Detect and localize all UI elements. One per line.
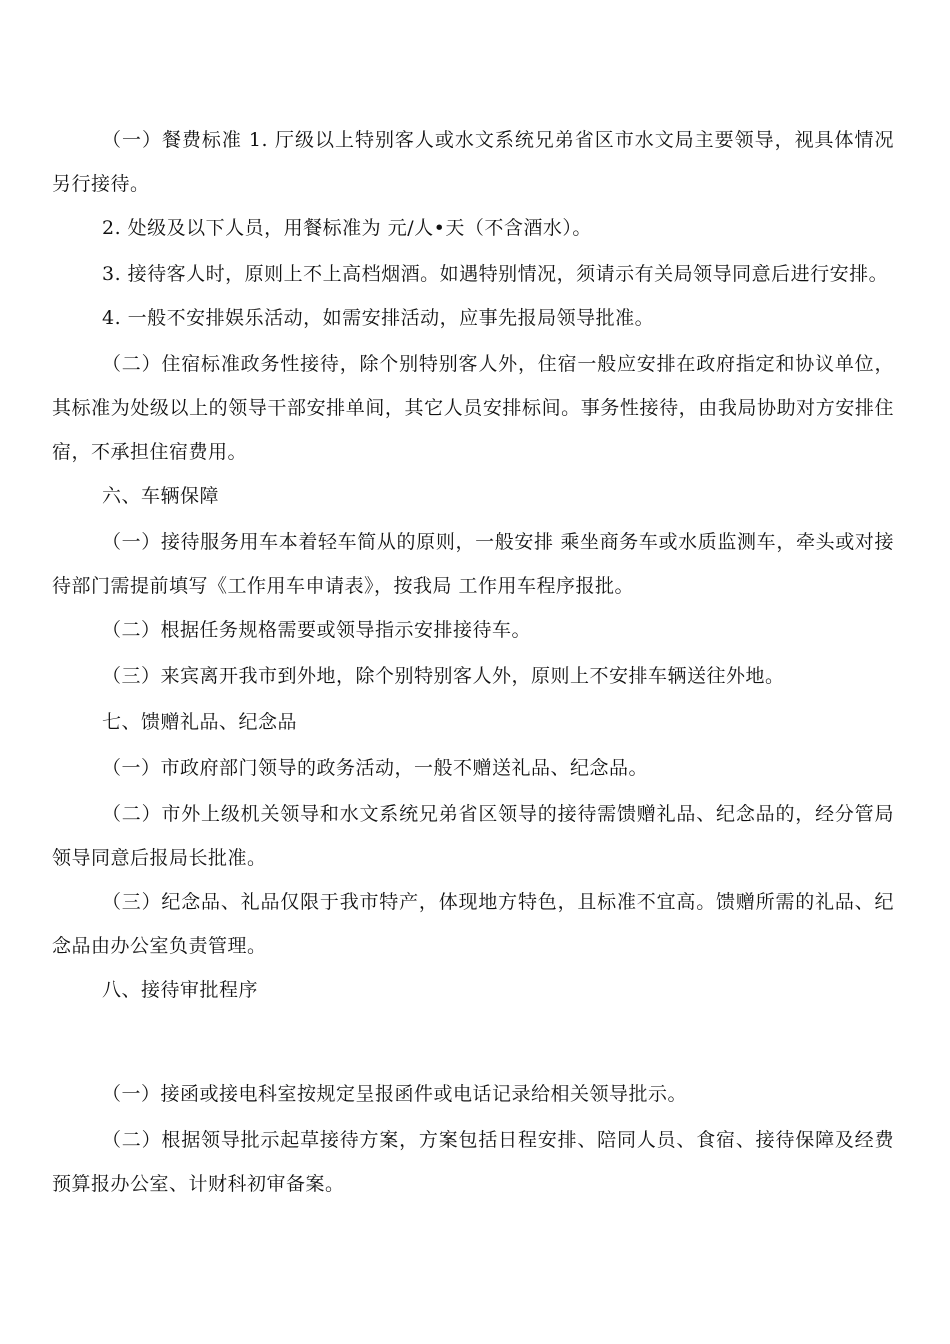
paragraph-vehicle-rule-2: （二）根据任务规格需要或领导指示安排接待车。 — [102, 619, 532, 641]
paragraph-vehicle-rule-3: （三）来宾离开我市到外地，除个别特别客人外，原则上不安排车辆送往外地。 — [102, 665, 785, 687]
section-heading-gifts: 七、馈赠礼品、纪念品 — [102, 711, 298, 733]
paragraph-approval-rule-2: （二）根据领导批示起草接待方案，方案包括日程安排、陪同人员、食宿、接待保障及经费预算报办公室、计财科初审备案。 — [52, 1129, 894, 1195]
paragraph-meal-standard: （一）餐费标准 1. 厅级以上特别客人或水文系统兄弟省区市水文局主要领导，视具体情况另行接待。 — [52, 129, 894, 195]
paragraph-gift-rule-3: （三）纪念品、礼品仅限于我市特产，体现地方特色，且标准不宜高。馈赠所需的礼品、纪念品由办公室负责管理。 — [52, 891, 894, 957]
paragraph-meal-rule-3: 3. 接待客人时，原则上不上高档烟酒。如遇特别情况，须请示有关局领导同意后进行安排。 — [102, 263, 889, 285]
paragraph-meal-rule-2: 2. 处级及以下人员，用餐标准为 元/人•天（不含酒水）。 — [102, 217, 592, 239]
paragraph-gift-rule-2: （二）市外上级机关领导和水文系统兄弟省区领导的接待需馈赠礼品、纪念品的，经分管局领导同意后报局长批准。 — [52, 803, 894, 869]
document-body — [52, 118, 894, 1206]
section-heading-vehicles: 六、车辆保障 — [102, 485, 220, 507]
section-heading-approval: 八、接待审批程序 — [102, 979, 259, 1001]
paragraph-gift-rule-1: （一）市政府部门领导的政务活动，一般不赠送礼品、纪念品。 — [102, 757, 649, 779]
paragraph-lodging-standard: （二）住宿标准政务性接待，除个别特别客人外，住宿一般应安排在政府指定和协议单位，其标准为处级以上的领导干部安排单间，其它人员安排标间。事务性接待，由我局协助对方安排住宿，不承担住宿费用。 — [52, 353, 894, 463]
paragraph-approval-rule-1: （一）接函或接电科室按规定呈报函件或电话记录给相关领导批示。 — [102, 1083, 688, 1105]
paragraph-meal-rule-4: 4. 一般不安排娱乐活动，如需安排活动，应事先报局领导批准。 — [102, 307, 655, 329]
paragraph-vehicle-rule-1: （一）接待服务用车本着轻车简从的原则，一般安排 乘坐商务车或水质监测车，牵头或对接待部门需提前填写《工作用车申请表》，按我局 工作用车程序报批。 — [52, 531, 894, 597]
